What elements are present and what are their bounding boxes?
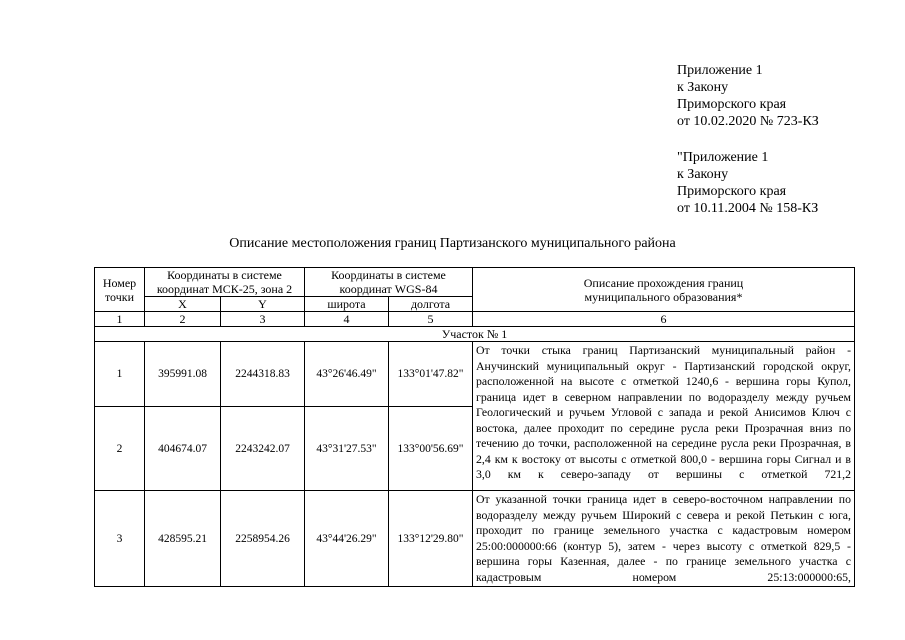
- appendix-heading-original: [677, 149, 897, 217]
- appendix-line: к Закону: [677, 167, 729, 182]
- appendix-line: Приморского края: [677, 184, 787, 199]
- coord-x: 395991.08: [145, 342, 221, 407]
- header-line: координат WGS-84: [339, 282, 438, 296]
- header-line: муниципального образования*: [584, 289, 743, 304]
- boundary-coordinates-table: [94, 267, 855, 587]
- appendix-line: Приморского края: [677, 97, 787, 112]
- header-point-number: [95, 268, 145, 312]
- column-number: 4: [305, 312, 389, 327]
- header-line: точки: [104, 289, 135, 304]
- appendix-heading-current: [677, 62, 897, 130]
- column-number: 6: [473, 312, 855, 327]
- appendix-line: Приложение 1: [677, 63, 763, 78]
- table-row: [95, 491, 855, 587]
- header-line: Координаты в системе: [167, 268, 282, 282]
- column-number: 2: [145, 312, 221, 327]
- column-number: 5: [389, 312, 473, 327]
- header-longitude: долгота: [389, 297, 473, 312]
- latitude: 43°26'46.49": [305, 342, 389, 407]
- column-number: 1: [95, 312, 145, 327]
- appendix-line: от 10.02.2020 № 723-КЗ: [677, 114, 819, 129]
- section-title: Участок № 1: [95, 327, 855, 342]
- header-description: [473, 268, 855, 312]
- table-row: [95, 342, 855, 407]
- latitude: 43°31'27.53": [305, 407, 389, 491]
- header-line: координат МСК-25, зона 2: [156, 282, 293, 296]
- header-latitude: широта: [305, 297, 389, 312]
- header-line: Номер: [102, 275, 137, 290]
- coord-y: 2244318.83: [221, 342, 305, 407]
- coord-x: 428595.21: [145, 491, 221, 587]
- header-line: Описание прохождения границ: [583, 275, 744, 290]
- appendix-line: от 10.11.2004 № 158-КЗ: [677, 201, 819, 216]
- coord-x: 404674.07: [145, 407, 221, 491]
- point-number: 2: [95, 407, 145, 491]
- column-number: 3: [221, 312, 305, 327]
- section-row: [95, 327, 855, 342]
- longitude: 133°01'47.82": [389, 342, 473, 407]
- header-y: Y: [221, 297, 305, 312]
- coord-y: 2243242.07: [221, 407, 305, 491]
- boundary-description: От точки стыка границ Партизанский муниципальный район - Анучинский муниципальный округ - Партизанский городской округ, расположенной на высоте с отметкой 1240,6 - вершина горы Купол, граница идет в северном направлении по водоразделу между ручьем Геологический и ручьем Угловой с запада и рекой Анисимов Ключ с востока, далее проходит по середине русла реки Прозрачная вниз по течению до точки, расположенной на середине русла реки Прозрачная, в 2,4 км к востоку от высоты с отметкой 800,0 - вершина горы Сигнал и в 3,0 км к северо-западу от вершины с отметкой 721,2: [473, 342, 855, 491]
- coord-y: 2258954.26: [221, 491, 305, 587]
- point-number: 3: [95, 491, 145, 587]
- header-wgs-coordinates: [305, 268, 473, 297]
- appendix-line: "Приложение 1: [677, 150, 769, 165]
- document-title: Описание местоположения границ Партизанского муниципального района: [229, 236, 676, 251]
- latitude: 43°44'26.29": [305, 491, 389, 587]
- header-line: Координаты в системе: [331, 268, 446, 282]
- boundary-description: От указанной точки граница идет в северо-восточном направлении по водоразделу между ручьем Широкий с севера и рекой Петькин с юга, проходит по границе земельного участка с кадастровым номером 25:00:000000:66 (контур 5), затем - через высоту с отметкой 829,5 - вершина горы Казенная, далее - по границе земельного участка с кадастровым номером 25:13:000000:65,: [473, 491, 855, 587]
- column-number-row: [95, 312, 855, 327]
- header-msk-coordinates: [145, 268, 305, 297]
- longitude: 133°00'56.69": [389, 407, 473, 491]
- appendix-line: к Закону: [677, 80, 729, 95]
- point-number: 1: [95, 342, 145, 407]
- longitude: 133°12'29.80": [389, 491, 473, 587]
- header-x: X: [145, 297, 221, 312]
